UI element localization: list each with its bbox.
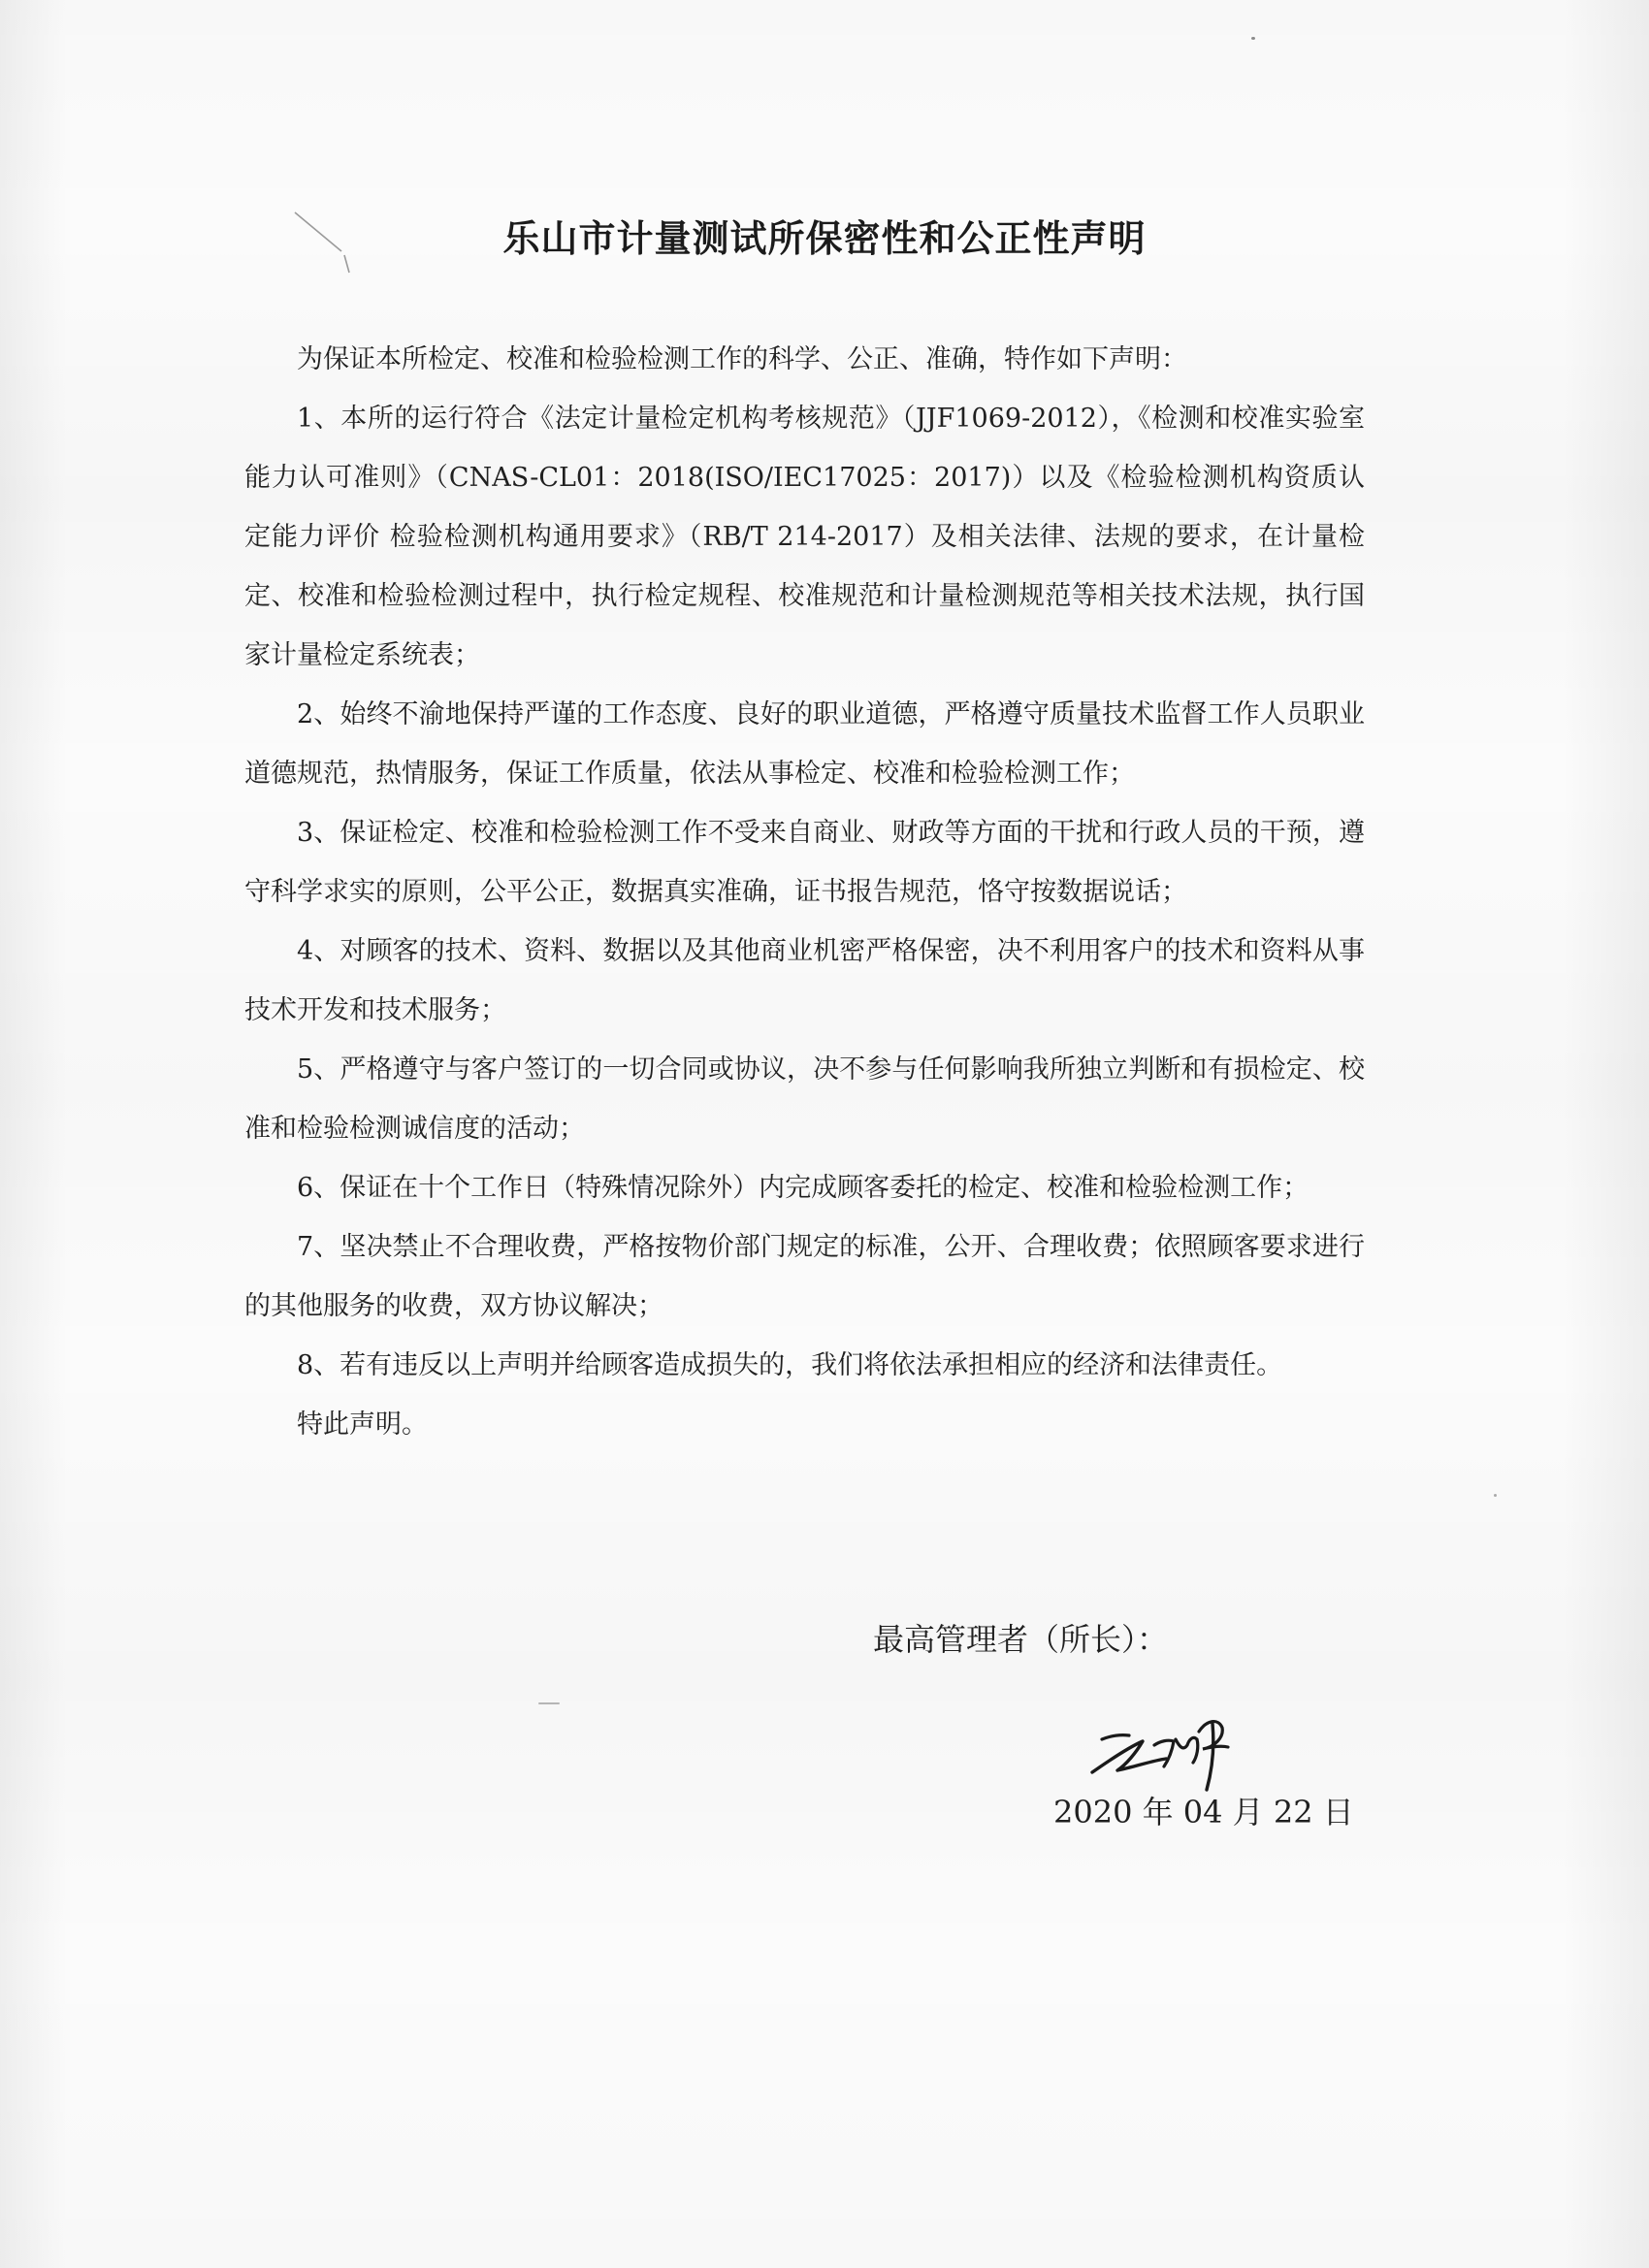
scan-edge-shadow-left (0, 0, 68, 2268)
scan-speck (1494, 1494, 1497, 1497)
clause-6: 6、保证在十个工作日（特殊情况除外）内完成顾客委托的检定、校准和检验检测工作； (297, 1173, 1310, 1203)
handwritten-signature (1083, 1702, 1247, 1799)
declaration-body (244, 330, 1365, 1454)
clause-2: 2、始终不渝地保持严谨的工作态度、良好的职业道德，严格遵守质量技术监督工作人员职业道德规范，热情服务，保证工作质量，依法从事检定、校准和检验检测工作； (244, 699, 1365, 789)
scan-speck (538, 1702, 560, 1704)
scan-edge-shadow-right (1562, 0, 1649, 2268)
clause-4: 4、对顾客的技术、资料、数据以及其他商业机密严格保密，决不利用客户的技术和资料从事技术开发和技术服务； (244, 936, 1365, 1025)
clause-7: 7、坚决禁止不合理收费，严格按物价部门规定的标准，公开、合理收费；依照顾客要求进行的其他服务的收费，双方协议解决； (244, 1232, 1365, 1321)
clause-1: 1、本所的运行符合《法定计量检定机构考核规范》（JJF1069-2012），《检测和校准实验室能力认可准则》（CNAS-CL01：2018(ISO/IEC17025：2017)）以及《检验检测机构资质认定能力评价 检验检测机构通用要求》（RB/T 214-2017）及相关法律、法规的要求，在计量检定、校准和检验检测过程中，执行检定规程、校准规范和计量检测规范等相关技术法规，执行国家计量检定系统表； (244, 404, 1365, 670)
closing-statement: 特此声明。 (297, 1409, 428, 1440)
signature-date: 2020 年 04 月 22 日 (1053, 1794, 1354, 1831)
clause-8: 8、若有违反以上声明并给顾客造成损失的，我们将依法承担相应的经济和法律责任。 (297, 1350, 1283, 1380)
clause-3: 3、保证检定、校准和检验检测工作不受来自商业、财政等方面的干扰和行政人员的干预，遵守科学求实的原则，公平公正，数据真实准确，证书报告规范，恪守按数据说话； (244, 818, 1365, 907)
signatory-label: 最高管理者（所长）： (873, 1621, 1169, 1658)
document-title: 乐山市计量测试所保密性和公正性声明 (502, 217, 1147, 260)
intro-paragraph: 为保证本所检定、校准和检验检测工作的科学、公正、准确，特作如下声明： (297, 344, 1187, 374)
clause-5: 5、严格遵守与客户签订的一切合同或协议，决不参与任何影响我所独立判断和有损检定、校准和检验检测诚信度的活动； (244, 1054, 1365, 1144)
scan-speck (1251, 37, 1255, 40)
